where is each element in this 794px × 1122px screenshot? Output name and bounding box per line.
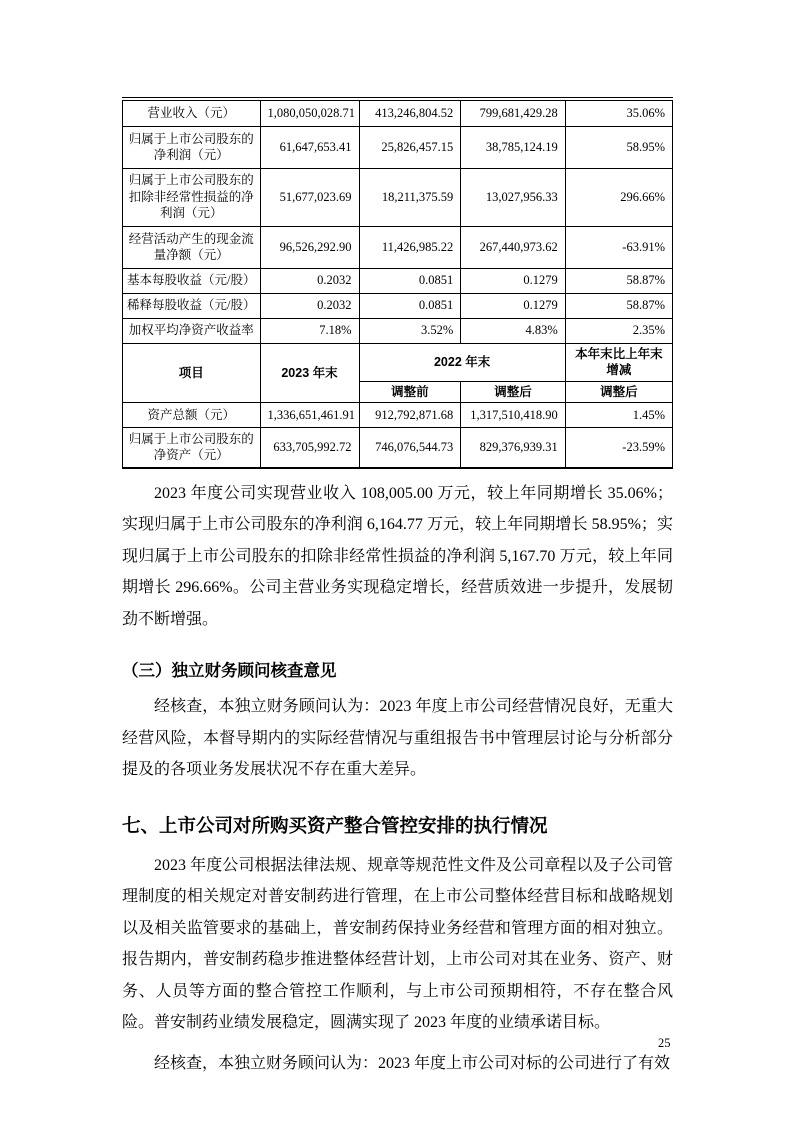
value-2023: 1,336,651,461.91	[260, 403, 359, 428]
value-2022-post: 1,317,510,418.90	[461, 403, 566, 428]
metric-label: 经营活动产生的现金流量净额（元）	[123, 226, 261, 268]
value-2023: 1,080,050,028.71	[260, 99, 359, 126]
table-row	[123, 293, 673, 318]
value-2023: 633,705,992.72	[260, 428, 359, 468]
value-2023: 61,647,653.41	[260, 126, 359, 168]
header-2023: 2023 年末	[260, 343, 359, 403]
metric-label: 归属于上市公司股东的净资产（元）	[123, 428, 261, 468]
value-change: 2.35%	[565, 318, 672, 343]
value-2022-post: 13,027,956.33	[461, 168, 566, 226]
value-2022-pre: 11,426,985.22	[359, 226, 461, 268]
value-change: 58.87%	[565, 268, 672, 293]
table-row	[123, 268, 673, 293]
page-number: 25	[658, 1036, 671, 1050]
financial-summary-table	[122, 97, 673, 469]
table-row	[123, 318, 673, 343]
value-2022-pre: 18,211,375.59	[359, 168, 461, 226]
metric-label: 基本每股收益（元/股）	[123, 268, 261, 293]
heading-section-7: 七、上市公司对所购买资产整合管控安排的执行情况	[122, 814, 548, 836]
value-change: 296.66%	[565, 168, 672, 226]
value-2022-post: 799,681,429.28	[461, 99, 566, 126]
value-change: 58.95%	[565, 126, 672, 168]
subheader-pre-adjust: 调整前	[359, 381, 461, 403]
metric-label: 归属于上市公司股东的扣除非经常性损益的净利润（元）	[123, 168, 261, 226]
table-row	[123, 168, 673, 226]
header-change: 本年末比上年末增减	[565, 343, 672, 381]
subheader-change-post-adjust: 调整后	[565, 381, 672, 403]
paragraph-operating-results: 2023 年度公司实现营业收入 108,005.00 万元，较上年同期增长 35.06%；实现归属于上市公司股东的净利润 6,164.77 万元，较上年同期增长 58.95%；实现归属于上市公司股东的扣除非经常性损益的净利润 5,167.70 万元，较上年同期增长 296.66%。公司主营业务实现稳定增长，经营质效进一步提升，发展韧劲不断增强。	[122, 484, 673, 628]
value-2022-post: 267,440,973.62	[461, 226, 566, 268]
paragraph-advisor-verification: 经核查，本独立财务顾问认为：2023 年度上市公司对标的公司进行了有效	[154, 1054, 671, 1072]
table-header-row	[123, 343, 673, 381]
value-2022-pre: 3.52%	[359, 318, 461, 343]
value-2023: 96,526,292.90	[260, 226, 359, 268]
heading-section-3: （三）独立财务顾问核查意见	[122, 662, 337, 680]
metric-label: 加权平均净资产收益率	[123, 318, 261, 343]
metric-label: 归属于上市公司股东的净利润（元）	[123, 126, 261, 168]
page-content	[122, 97, 673, 1079]
value-change: 1.45%	[565, 403, 672, 428]
value-change: -23.59%	[565, 428, 672, 468]
header-item: 项目	[123, 343, 261, 403]
value-2022-post: 4.83%	[461, 318, 566, 343]
value-2023: 51,677,023.69	[260, 168, 359, 226]
paragraph-integration-control: 2023 年度公司根据法律法规、规章等规范性文件及公司章程以及子公司管理制度的相关规定对普安制药进行管理，在上市公司整体经营目标和战略规划以及相关监管要求的基础上，普安制药保持业务经营和管理方面的相对独立。报告期内，普安制药稳步推进整体经营计划，上市公司对其在业务、资产、财务、人员等方面的整合管控工作顺利，与上市公司预期相符，不存在整合风险。普安制药业绩发展稳定，圆满实现了 2023 年度的业绩承诺目标。	[122, 856, 673, 1031]
value-2023: 0.2032	[260, 268, 359, 293]
value-2022-pre: 413,246,804.52	[359, 99, 461, 126]
value-2022-pre: 0.0851	[359, 268, 461, 293]
table-row	[123, 428, 673, 468]
header-2022: 2022 年末	[359, 343, 565, 381]
paragraph-advisor-opinion: 经核查，本独立财务顾问认为：2023 年度上市公司经营情况良好，无重大经营风险，本督导期内的实际经营情况与重组报告书中管理层讨论与分析部分提及的各项业务发展状况不存在重大差异。	[122, 698, 673, 778]
value-2022-post: 829,376,939.31	[461, 428, 566, 468]
value-change: 35.06%	[565, 99, 672, 126]
metric-label: 资产总额（元）	[123, 403, 261, 428]
table-row	[123, 99, 673, 126]
value-2022-pre: 746,076,544.73	[359, 428, 461, 468]
value-2022-pre: 0.0851	[359, 293, 461, 318]
metric-label: 营业收入（元）	[123, 99, 261, 126]
value-change: 58.87%	[565, 293, 672, 318]
value-2022-post: 0.1279	[461, 293, 566, 318]
value-2022-post: 38,785,124.19	[461, 126, 566, 168]
table-row	[123, 403, 673, 428]
subheader-post-adjust: 调整后	[461, 381, 566, 403]
value-change: -63.91%	[565, 226, 672, 268]
value-2022-post: 0.1279	[461, 268, 566, 293]
value-2023: 0.2032	[260, 293, 359, 318]
table-row	[123, 126, 673, 168]
value-2022-pre: 912,792,871.68	[359, 403, 461, 428]
table-row	[123, 226, 673, 268]
value-2023: 7.18%	[260, 318, 359, 343]
metric-label: 稀释每股收益（元/股）	[123, 293, 261, 318]
value-2022-pre: 25,826,457.15	[359, 126, 461, 168]
